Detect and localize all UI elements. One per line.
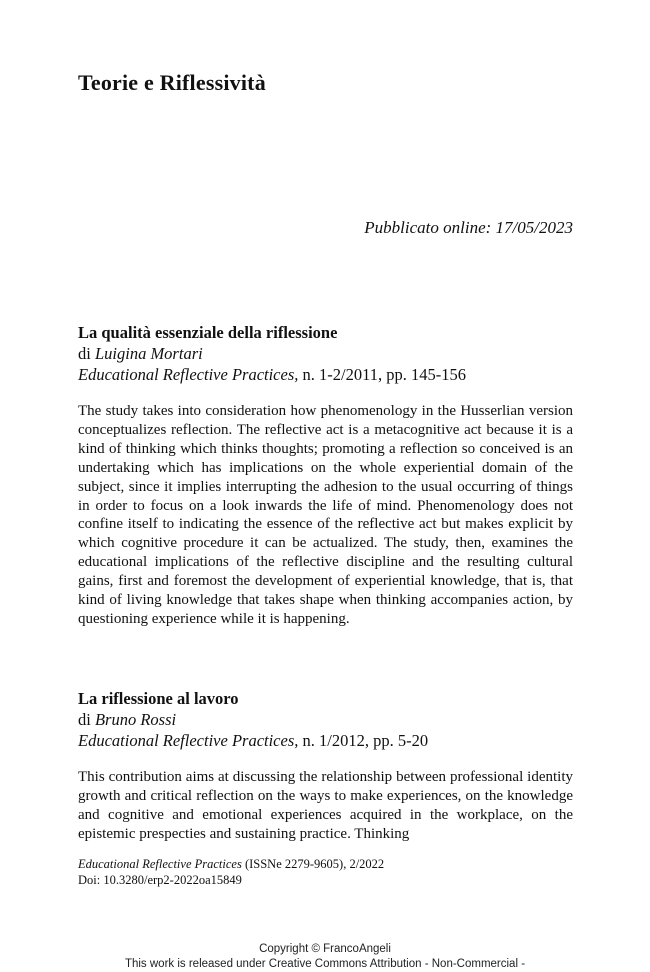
citation-details: n. 1-2/2011, pp. 145-156 xyxy=(298,365,466,384)
citation-details: n. 1/2012, pp. 5-20 xyxy=(298,731,429,750)
article-author: Luigina Mortari xyxy=(94,344,203,363)
article-1 xyxy=(78,322,573,629)
copyright-notice xyxy=(0,942,650,972)
article-abstract: The study takes into consideration how phenomenology in the Husserlian version conceptualizes reflection. The reflective act is a metacognitive act because it is a kind of thinking which thinks thoughts; promoting a reflection so conceived is an undertaking which has implications on the whole experiential domain of the subject, since it implies interrupting the adhesion to the usual occurring of things in order to focus on a look inwards the life of mind. Phenomenology does not confine itself to indicating the essence of the reflective act but makes explicit by which cognitive procedure it can be actualized. The study, then, examines the educational implications of the reflective discipline and the resulting cultural gains, first and foremost the development of experiential knowledge, that is, that kind of living knowledge that takes shape when thinking accompanies action, by questioning experience while it is happening. xyxy=(78,403,573,627)
publication-date: Pubblicato online: 17/05/2023 xyxy=(364,218,573,237)
article-citation xyxy=(78,730,573,751)
article-2 xyxy=(78,688,573,844)
author-prefix: di xyxy=(78,344,95,363)
footer-journal-info xyxy=(78,856,384,888)
article-author-line xyxy=(78,709,573,730)
footer-doi: Doi: 10.3280/erp2-2022oa15849 xyxy=(78,873,242,887)
license-line: This work is released under Creative Commons Attribution - Non-Commercial - xyxy=(124,958,526,970)
section-title: Teorie e Riflessività xyxy=(78,70,266,95)
journal-name: Educational Reflective Practices, xyxy=(78,731,299,750)
footer-journal-name: Educational Reflective Practices xyxy=(78,857,242,871)
author-prefix: di xyxy=(78,710,95,729)
article-abstract: This contribution aims at discussing the relationship between professional identity growth and critical reflection on the ways to make experiences, on the knowledge and cognitive and emotional experiences acquired in the workplace, on the epistemic prespecties and sustaining practice. Thinking xyxy=(78,769,573,842)
copyright-line: Copyright © FrancoAngeli xyxy=(259,943,391,955)
article-citation xyxy=(78,364,573,385)
article-author: Bruno Rossi xyxy=(94,710,177,729)
journal-name: Educational Reflective Practices, xyxy=(78,365,299,384)
article-title: La riflessione al lavoro xyxy=(78,689,239,708)
footer-issn-line xyxy=(78,856,384,872)
footer-issn: (ISSNe 2279-9605), 2/2022 xyxy=(241,857,385,871)
article-author-line xyxy=(78,343,573,364)
article-title: La qualità essenziale della riflessione xyxy=(78,323,338,342)
